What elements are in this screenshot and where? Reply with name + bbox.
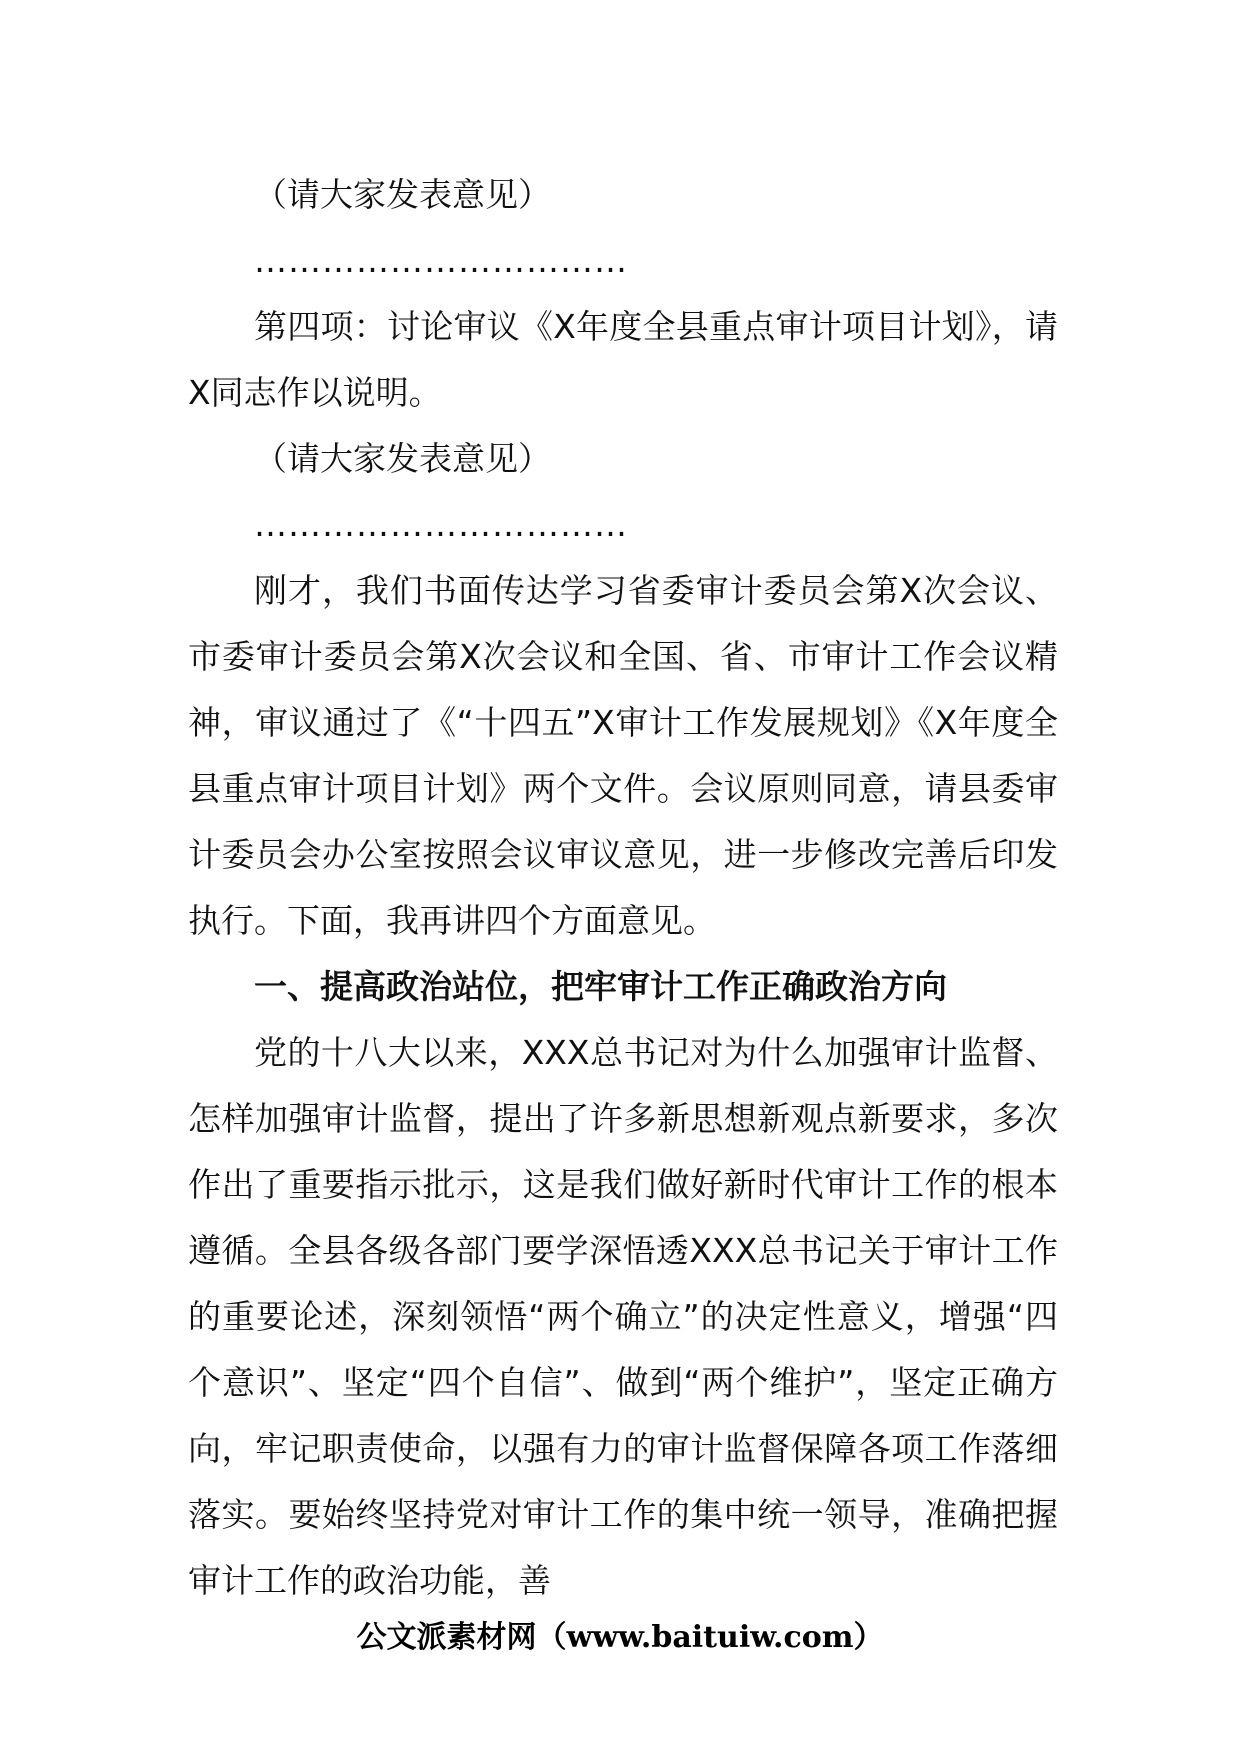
paragraph-item-four: 第四项：讨论审议《X年度全县重点审计项目计划》，请X同志作以说明。 — [188, 307, 1058, 412]
ellipsis-separator: …………………………… — [254, 505, 628, 544]
paragraph-invite-opinions: （请大家发表意见） — [254, 175, 551, 214]
paragraph-summary: 刚才，我们书面传达学习省委审计委员会第X次会议、市委审计委员会第X次会议和全国、省、市审计工作会议精神，审议通过了《“十四五”X审计工作发展规划》《X年度全县重点审计项目计划》两个文件。会议原则同意，请县委审计委员会办公室按照会议审议意见，进一步修改完善后印发执行。下面，我再讲四个方面意见。 — [188, 571, 1058, 940]
footer-watermark: 公文派素材网（www.baituiw.com） — [356, 1620, 884, 1655]
section-heading: 一、提高政治站位，把牢审计工作正确政治方向 — [254, 967, 947, 1006]
paragraph-body: 党的十八大以来，XXX总书记对为什么加强审计监督、怎样加强审计监督，提出了许多新思想新观点新要求，多次作出了重要指示批示，这是我们做好新时代审计工作的根本遵循。全县各级各部门要学深悟透XXX总书记关于审计工作的重要论述，深刻领悟“两个确立”的决定性意义，增强“四个意识”、坚定“四个自信”、做到“两个维护”，坚定正确方向，牢记职责使命，以强有力的审计监督保障各项工作落细落实。要始终坚持党对审计工作的集中统一领导，准确把握审计工作的政治功能，善 — [188, 1033, 1058, 1600]
ellipsis-separator: …………………………… — [254, 241, 628, 280]
paragraph-invite-opinions: （请大家发表意见） — [254, 439, 551, 478]
document-body — [188, 162, 1058, 1614]
